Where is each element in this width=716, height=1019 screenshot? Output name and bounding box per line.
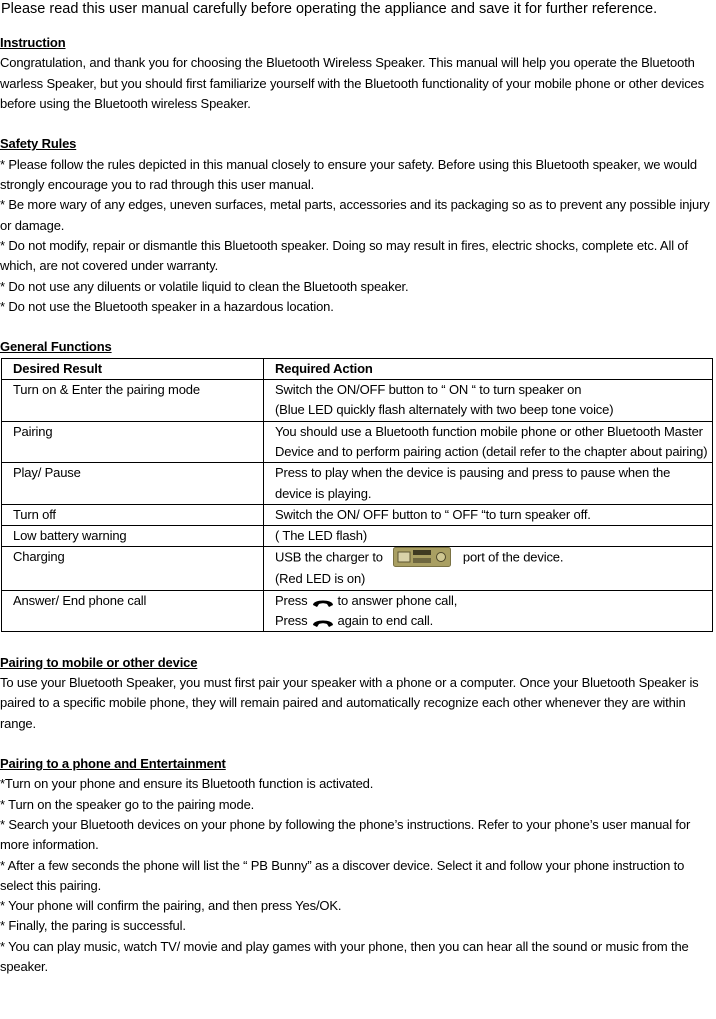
action-text: USB the charger to — [275, 549, 383, 565]
pairing-step: * Your phone will confirm the pairing, and then press Yes/OK. — [0, 898, 342, 914]
table-row — [2, 526, 713, 547]
table-row — [2, 590, 713, 632]
table-row — [2, 463, 713, 505]
usb-port-icon — [393, 546, 451, 568]
action-cell — [264, 380, 713, 422]
action-line: (Red LED is on) — [275, 571, 366, 587]
result-cell: Turn on & Enter the pairing mode — [2, 380, 264, 422]
action-cell: ( The LED flash) — [264, 526, 713, 547]
action-cell: Press to play when the device is pausing and press to pause when the device is playing. — [264, 463, 713, 505]
result-cell: Play/ Pause — [2, 463, 264, 505]
safety-rule: * Do not modify, repair or dismantle this Bluetooth speaker. Doing so may result in fires, electric shocks, complete etc. All of which, are not covered under warranty. — [0, 237, 688, 274]
result-cell: Answer/ End phone call — [2, 590, 264, 632]
result-cell: Pairing — [2, 421, 264, 463]
action-cell — [264, 547, 713, 590]
functions-section — [0, 337, 716, 632]
pairing-step: * You can play music, watch TV/ movie and play games with your phone, then you can hear all the sound or music from the speaker. — [0, 938, 689, 975]
safety-rule: * Be more wary of any edges, uneven surfaces, metal parts, accessories and its packaging so as to prevent any possible injury or damage. — [0, 197, 710, 233]
pairing-step: * After a few seconds the phone will list the “ PB Bunny” as a discover device. Select it and follow your phone instruction to select this pairing. — [0, 857, 685, 893]
safety-section — [0, 134, 716, 317]
phone-icon — [311, 615, 335, 628]
result-cell: Charging — [2, 547, 264, 590]
press-text: Press — [275, 592, 308, 608]
pairing-mobile-section — [0, 653, 716, 734]
functions-heading: General Functions — [0, 339, 112, 355]
safety-rule: * Do not use any diluents or volatile liquid to clean the Bluetooth speaker. — [0, 278, 409, 294]
column-header-result: Desired Result — [2, 358, 264, 379]
pairing-phone-heading: Pairing to a phone and Entertainment — [0, 756, 226, 772]
action-text: again to end call. — [337, 613, 434, 629]
pairing-step: * Turn on the speaker go to the pairing mode. — [0, 796, 255, 812]
column-header-action: Required Action — [264, 358, 713, 379]
pairing-phone-section — [0, 754, 716, 977]
pairing-mobile-heading: Pairing to mobile or other device — [0, 654, 198, 670]
press-text: Press — [275, 613, 308, 629]
action-line — [275, 591, 708, 611]
pairing-mobile-text: To use your Bluetooth Speaker, you must first pair your speaker with a phone or a computer. Once your Bluetooth Speaker is paired to a specific mobile phone, they will remain paired and automatically recognize each other whenever they are within range. — [0, 674, 699, 731]
instruction-text: Congratulation, and thank you for choosing the Bluetooth Wireless Speaker. This manual will help you operate the Bluetooth warless Speaker, but you should first familiarize yourself with the Bluetooth functionality of your mobile phone or other devices before using the Bluetooth wireless Speaker. — [0, 55, 704, 111]
result-cell: Turn off — [2, 504, 264, 525]
table-row — [2, 380, 713, 422]
action-line: Switch the ON/OFF button to “ ON “ to turn speaker on — [275, 382, 582, 398]
action-text: port of the device. — [462, 549, 564, 565]
action-cell: You should use a Bluetooth function mobile phone or other Bluetooth Master Device and to perform pairing action (detail refer to the chapter about pairing) — [264, 421, 713, 463]
action-cell — [264, 590, 713, 632]
pairing-step: *Turn on your phone and ensure its Bluetooth function is activated. — [0, 776, 374, 792]
phone-icon — [311, 595, 335, 608]
action-line: (Blue LED quickly flash alternately with two beep tone voice) — [275, 402, 614, 418]
safety-heading: Safety Rules — [0, 136, 77, 152]
table-header-row — [2, 358, 713, 379]
action-line — [275, 547, 708, 569]
safety-rule: * Please follow the rules depicted in this manual closely to ensure your safety. Before using this Bluetooth speaker, we would strongly encourage you to rad through this user manual. — [0, 156, 697, 193]
instruction-section — [0, 33, 716, 114]
action-cell: Switch the ON/ OFF button to “ OFF “to turn speaker off. — [264, 504, 713, 525]
intro-text: Please read this user manual carefully before operating the appliance and save it for further reference. — [1, 1, 658, 17]
table-row — [2, 421, 713, 463]
action-text: to answer phone call, — [337, 592, 458, 608]
table-row — [2, 504, 713, 525]
table-row — [2, 547, 713, 590]
instruction-heading: Instruction — [0, 35, 66, 50]
action-line — [275, 611, 708, 631]
safety-rule: * Do not use the Bluetooth speaker in a hazardous location. — [0, 298, 334, 314]
pairing-step: * Finally, the paring is successful. — [0, 918, 186, 934]
result-cell: Low battery warning — [2, 526, 264, 547]
pairing-step: * Search your Bluetooth devices on your phone by following the phone’s instructions. Refer to your phone’s user manual for more information. — [0, 816, 691, 853]
functions-table — [1, 358, 713, 633]
